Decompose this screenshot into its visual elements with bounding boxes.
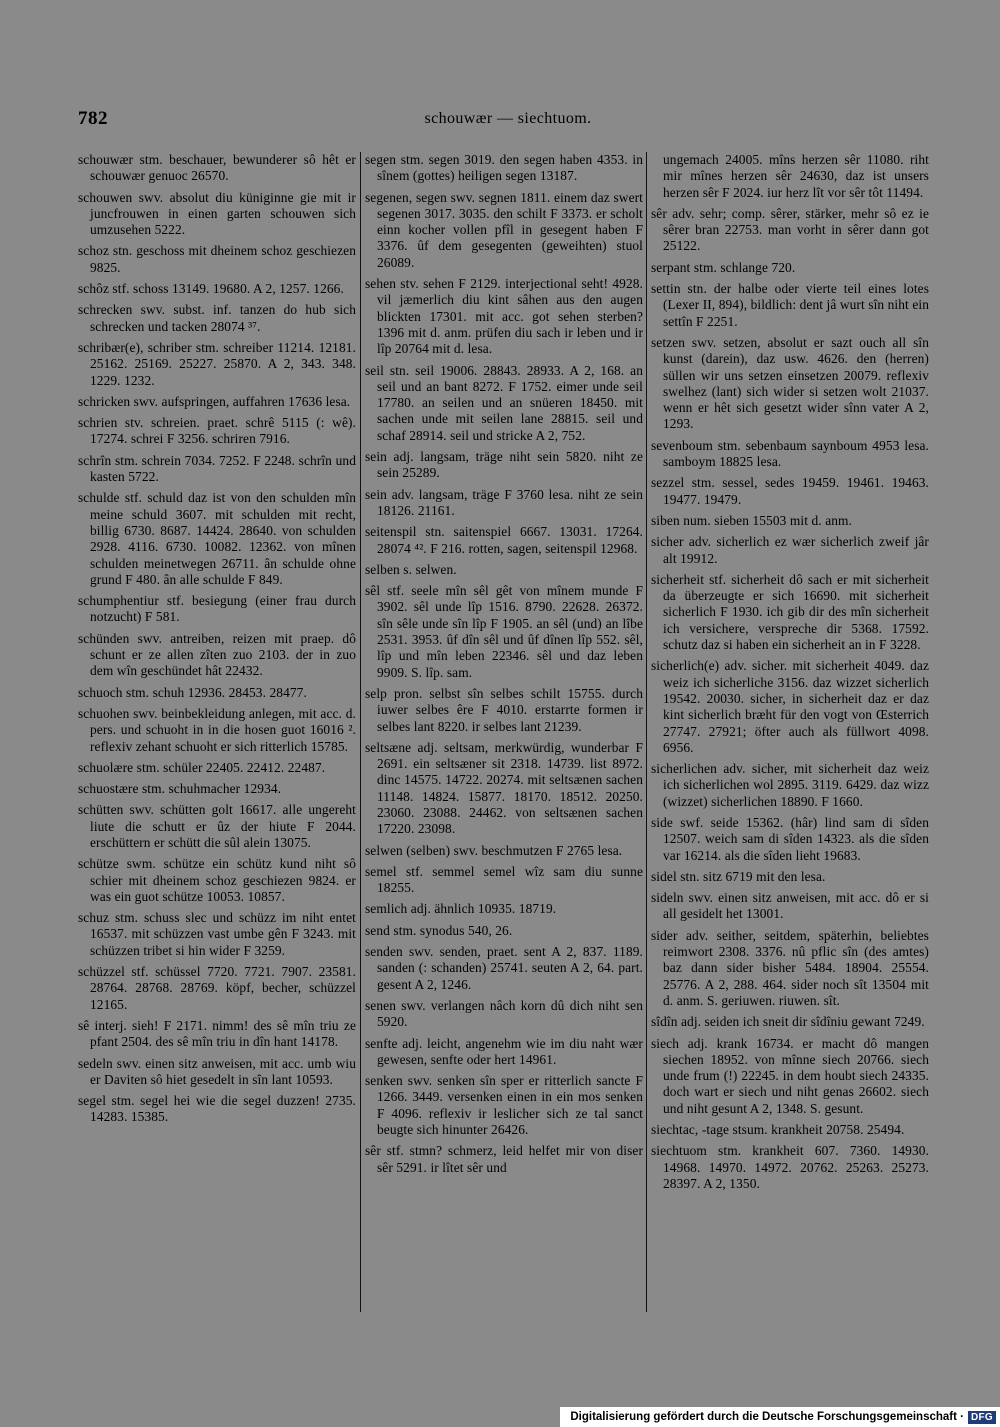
dictionary-entry: schünden swv. antreiben, reizen mit praep. dô schunt er ze allen zîten zuo 2103. der in zuo dem wîn geschündet hât 22432. xyxy=(78,630,356,679)
dictionary-entry: schüzzel stf. schüssel 7720. 7721. 7907. 23581. 28764. 28768. 28769. köpf, becher, schüzzel 12165. xyxy=(78,964,356,1012)
dictionary-entry: sêr adv. sehr; comp. sêrer, stärker, mehr sô ez ie sêrer bran 22753. man vorht in sêrer dann got 25122. xyxy=(651,205,929,254)
dictionary-entry: sê interj. sieh! F 2171. nimm! des sê mîn triu ze pfant 2504. des sê mîn triu in dîn hant 14178. xyxy=(78,1017,356,1050)
dictionary-entry: siech adj. krank 16734. er macht dô mangen siechen 18952. von mînne siech 20766. siech unde frum (!) 22245. in dem houbt siech 24335. doch wart er siech und niht genas 26602. siech und niht gesunt A 2, 1348. S. gesunt. xyxy=(651,1035,929,1116)
dictionary-entry: sehen stv. sehen F 2129. interjectional seht! 4928. vil jæmerlich diu kint sâhen aus den augen blickten 17301. mit acc. got sehen sterben? 1396 mit d. anm. prüfen diu sach ir leben und ir lîp 20764 mit d. lesa. xyxy=(365,276,643,357)
column-middle xyxy=(365,152,643,1181)
dictionary-entry: schouwær stm. beschauer, bewunderer sô hêt er schouwær genuoc 26570. xyxy=(78,152,356,184)
funding-credit: Digitalisierung gefördert durch die Deutsche Forschungsgemeinschaft · xyxy=(570,1411,964,1423)
page-header xyxy=(78,108,938,132)
dictionary-entry: senden swv. senden, praet. sent A 2, 837. 1189. sanden (: schanden) 25741. seuten A 2, 64. part. gesent A 2, 1246. xyxy=(365,944,643,992)
column-rule xyxy=(646,152,647,1312)
dictionary-entry: sein adj. langsam, träge niht sein 5820. niht ze sein 25289. xyxy=(365,449,643,481)
dictionary-entry: siben num. sieben 15503 mit d. anm. xyxy=(651,512,852,528)
column-rule xyxy=(360,152,361,1312)
dictionary-entry: side swf. seide 15362. (hâr) lind sam di sîden 12507. weich sam di sîden 14323. als die sîden var 16214. als die sîden lieht 19683. xyxy=(651,814,929,863)
running-head: schouwær — siechtuom. xyxy=(424,110,592,127)
dictionary-columns xyxy=(78,152,938,1312)
dictionary-entry: schütten swv. schütten golt 16617. alle ungereht liute die schutt er ûz der hiute F 2044. erschüttern er schütt die sûl alein 13075. xyxy=(78,802,356,850)
dictionary-entry: sicherlich(e) adv. sicher. mit sicherheit 4049. daz weiz ich sicherliche 3156. daz wizzet sicherlich 19542. 20030. sicher, in sicherheit daz er daz kint sicherlich bræht für den vogt von Œsterrich 27747. 27921; öfter auch als füllwort 4098. 6956. xyxy=(651,658,929,755)
dictionary-entry: schouwen swv. absolut diu küniginne gie mit ir juncfrouwen in einen garten schouwen sich umzusehen 5222. xyxy=(78,189,356,238)
dictionary-entry: schrîn stm. schrein 7034. 7252. F 2248. schrîn und kasten 5722. xyxy=(78,452,356,485)
dictionary-entry: sider adv. seither, seitdem, späterhin, beliebtes reimwort 2308. 3376. nû pflic sîn (des amtes) baz dann sider bisher 5484. 18904. 25554. 25776. A 2, 288. 464. sider noch sît 13504 mit d. anm. S. geriuwen. riuwen. sît. xyxy=(651,927,929,1008)
column-left xyxy=(78,152,356,1131)
page-number: 782 xyxy=(78,108,108,129)
dictionary-entry: seitenspil stn. saitenspiel 6667. 13031. 17264. 28074 ⁴². F 216. rotten, sagen, seitenspil 12968. xyxy=(365,524,643,556)
dictionary-entry: schribær(e), schriber stm. schreiber 11214. 12181. 25162. 25169. 25227. 25870. A 2, 343. 348. 1229. 1232. xyxy=(78,339,356,388)
dictionary-entry: selben s. selwen. xyxy=(365,561,457,577)
dictionary-entry: settin stn. der halbe oder vierte teil eines lotes (Lexer II, 894), bildlich: dent jâ wurt sîn niht ein settîn F 2251. xyxy=(651,281,929,329)
dictionary-entry: sîdîn adj. seiden ich sneit dir sîdîniu gewant 7249. xyxy=(651,1014,925,1030)
dictionary-entry: segel stm. segel hei wie die segel duzzen! 2735. 14283. 15385. xyxy=(78,1093,356,1125)
dictionary-entry: sezzel stm. sessel, sedes 19459. 19461. 19463. 19477. 19479. xyxy=(651,475,929,507)
dictionary-entry: schuoch stm. schuh 12936. 28453. 28477. xyxy=(78,684,307,700)
dictionary-entry: sein adv. langsam, träge F 3760 lesa. niht ze sein 18126. 21161. xyxy=(365,486,643,518)
dictionary-entry: senfte adj. leicht, angenehm wie im diu naht wær gewesen, senfte oder hert 14961. xyxy=(365,1035,643,1067)
dictionary-entry: sicherlichen adv. sicher, mit sicherheit daz weiz ich sicherlichen wol 2895. 3119. 6429. daz wizz (wizzet) sicherlichen 18890. F 1660. xyxy=(651,761,929,809)
dictionary-entry: schütze swm. schütze ein schütz kund niht sô schier mit dheinem schoz geschiezen 9824. er was ein guot schütze 10053. 10857. xyxy=(78,856,356,904)
column-right xyxy=(651,152,929,1197)
dictionary-entry: sevenboum stm. sebenbaum saynboum 4953 lesa. samboym 18825 lesa. xyxy=(651,437,929,470)
dictionary-entry: schoz stn. geschoss mit dheinem schoz geschiezen 9825. xyxy=(78,243,356,275)
dictionary-entry: semel stf. semmel semel wîz sam diu sunne 18255. xyxy=(365,863,643,896)
dfg-logo: DFG xyxy=(968,1411,996,1424)
dictionary-entry: sideln swv. einen sitz anweisen, mit acc. dô er si all gesidelt het 13001. xyxy=(651,890,929,922)
dictionary-entry: schrien stv. schreien. praet. schrê 5115 (: wê). 17274. schrei F 3256. schriren 7916. xyxy=(78,415,356,447)
dictionary-entry: sêl stf. seele mîn sêl gêt von mînem munde F 3902. sêl unde lîp 1516. 8790. 22628. 26372. sîn sêle unde sîn lîp F 1905. an sêl (und) an lîbe 2531. 3953. ûf dîn sêl und ûf dînen lîp 552. sêl, lîp und mîn leben 22346. sêl und daz leben 9909. S. lîp. sam. xyxy=(365,583,643,680)
dictionary-entry: sedeln swv. einen sitz anweisen, mit acc. umb wiu er Daviten sô hiet gesedelt in sîn lant 10593. xyxy=(78,1055,356,1087)
dictionary-entry: ungemach 24005. mîns herzen sêr 11080. riht mir mînes herzen sêr 24630, daz ist unsers herzen sêr F 2024. iur herz lît vor sêr tôt 11494. xyxy=(663,152,929,200)
dictionary-entry: siechtac, -tage stsum. krankheit 20758. 25494. xyxy=(651,1122,905,1138)
dictionary-entry: siechtuom stm. krankheit 607. 7360. 14930. 14968. 14970. 14972. 20762. 25263. 25273. 28397. A 2, 1350. xyxy=(651,1143,929,1191)
dictionary-entry: selp pron. selbst sîn selbes schilt 15755. durch iuwer selbes êre F 4010. erstarrte formen ir selbes lant 8220. ir selbes lant 21239. xyxy=(365,685,643,734)
dictionary-entry: schôz stf. schoss 13149. 19680. A 2, 1257. 1266. xyxy=(78,281,344,297)
dictionary-entry: senken swv. senken sîn sper er ritterlich sancte F 1266. 3449. versenken einen in ein mos senken F 4096. reflexiv ir leslicher sich ze tal sanct beugte sich hinunter 26426. xyxy=(365,1073,643,1138)
dictionary-entry: seil stn. seil 19006. 28843. 28933. A 2, 168. an seil und an bant 8272. F 1752. eimer unde seil 17780. an seilen und an snüeren 18450. mit sachen unde mit seilen lane 28815. seil und schaf 28914. seil und stricke A 2, 752. xyxy=(365,362,643,443)
dictionary-entry: sidel stn. sitz 6719 mit den lesa. xyxy=(651,868,826,884)
dictionary-entry: schuostære stm. schuhmacher 12934. xyxy=(78,781,282,797)
dictionary-entry: sêr stf. stmn? schmerz, leid helfet mir von diser sêr 5291. ir lîtet sêr und xyxy=(365,1143,643,1175)
dictionary-entry: senen swv. verlangen nâch korn dû dich niht sen 5920. xyxy=(365,997,643,1030)
dictionary-entry: serpant stm. schlange 720. xyxy=(651,259,796,275)
dictionary-entry: schuohen swv. beinbekleidung anlegen, mit acc. d. pers. und schuoht in in die hosen guot 16016 ². reflexiv zehant schuoht er sich ritterlich 15785. xyxy=(78,705,356,754)
dictionary-entry: seltsæne adj. seltsam, merkwürdig, wunderbar F 2691. ein seltsæner sit 2318. 14739. list 8972. dinc 14575. 14722. 20274. mit seltsænen sachen 11148. 14824. 15877. 18170. 18512. 20250. 23060. 23088. 24462. von seltsænen sachen 17220. 23098. xyxy=(365,739,643,837)
dictionary-entry: schumphentiur stf. besiegung (einer frau durch notzucht) F 581. xyxy=(78,593,356,625)
dictionary-entry: schricken swv. aufspringen, auffahren 17636 lesa. xyxy=(78,393,351,409)
footer-credit xyxy=(560,1407,1000,1427)
dictionary-entry: segen stm. segen 3019. den segen haben 4353. in sînem (gottes) heiligen segen 13187. xyxy=(365,152,643,184)
dictionary-entry: schuz stm. schuss slec und schüzz im niht entet 16537. mit schüzzen vast umbe gên F 3243. mit schüzzen tribet si hin wider F 3259. xyxy=(78,910,356,958)
dictionary-entry: segenen, segen swv. segnen 1811. einem daz swert segenen 3017. 3035. den schilt F 3373. er scholt einn kocher vollen pfîl in gesegent haben F 3376. ûf dem gesegenten (geweihten) stuol 26089. xyxy=(365,189,643,270)
dictionary-entry: schrecken swv. subst. inf. tanzen do hub sich schrecken und tacken 28074 ³⁷. xyxy=(78,302,356,334)
dictionary-entry: selwen (selben) swv. beschmutzen F 2765 lesa. xyxy=(365,842,623,858)
dictionary-entry: sicherheit stf. sicherheit dô sach er mit sicherheit da überzeugte er sich 16690. mit sicherheit sicherlich F 1930. ich gib dir des mîn sicherheit ich versichere, verspreche dir 5368. 17592. schutz daz si haben ein sicherheit an in F 3228. xyxy=(651,571,929,653)
dictionary-entry: send stm. synodus 540, 26. xyxy=(365,922,513,938)
dictionary-entry: sicher adv. sicherlich ez wær sicherlich zweif jâr alt 19912. xyxy=(651,534,929,566)
dictionary-entry: schuolære stm. schüler 22405. 22412. 22487. xyxy=(78,759,326,775)
dictionary-entry: setzen swv. setzen, absolut er sazt ouch all sîn kunst (darein), daz usw. 4626. den (herren) süllen wir uns setzen einsetzen 20079. reflexiv swelhez (lant) sich wider si setzen wolt 21037. wenn er hêt sich gesetzt wider sînn vater A 2, 1293. xyxy=(651,334,929,432)
dictionary-entry: semlich adj. ähnlich 10935. 18719. xyxy=(365,901,557,917)
dictionary-entry: schulde stf. schuld daz ist von den schulden mîn meine schuld 3607. mit schulden mit recht, billig 6730. 8687. 14424. 28640. von schulden 2928. 4116. 6730. 10082. 12362. von mînen schulden meinetwegen 26711. ân schulde ohne grund F 480. ân alle schulde F 849. xyxy=(78,490,356,587)
